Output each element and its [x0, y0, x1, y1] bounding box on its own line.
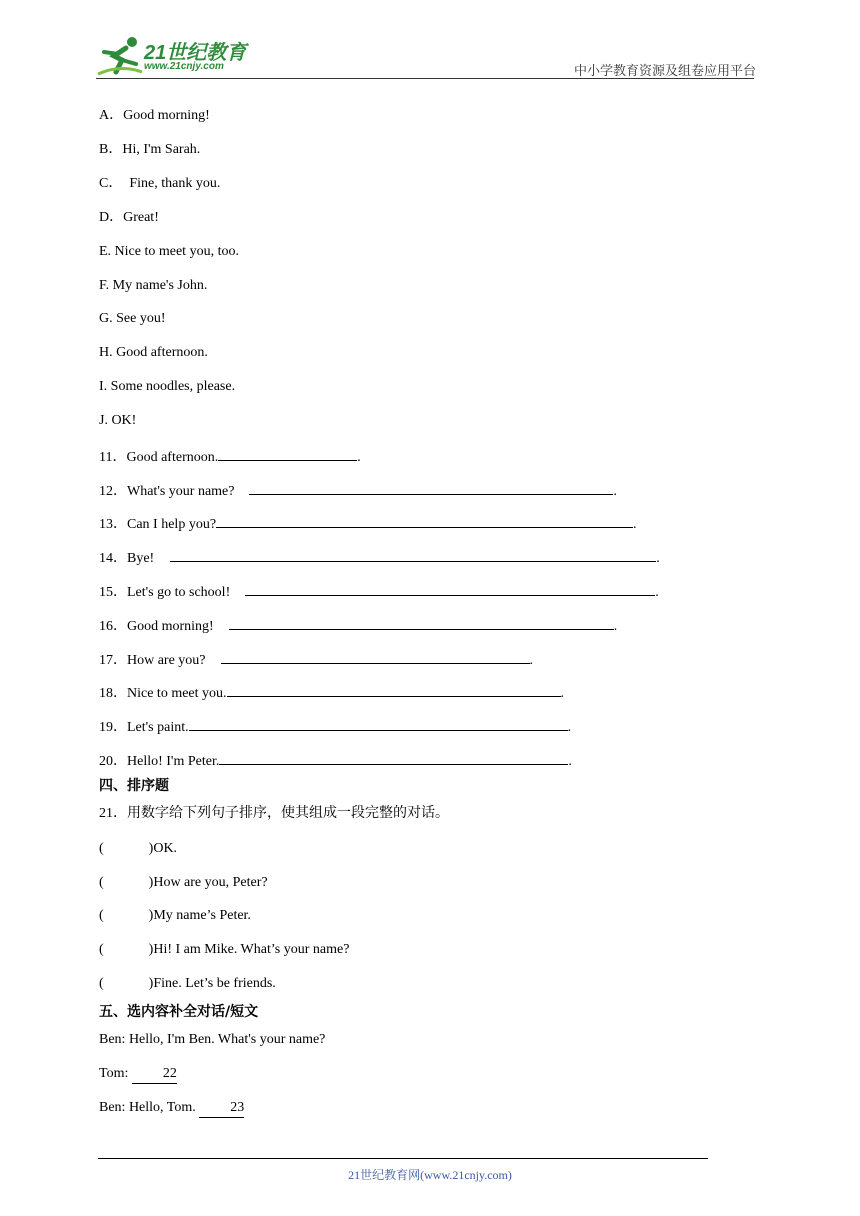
- answer-blank[interactable]: [218, 446, 357, 461]
- question-end: .: [529, 653, 534, 668]
- answer-blank[interactable]: [216, 513, 633, 528]
- logo-title: 21世纪教育: [144, 42, 247, 64]
- question-end: .: [633, 517, 637, 532]
- footer-divider: [98, 1158, 708, 1159]
- header-divider: [96, 78, 754, 79]
- ordering-text: )Fine. Let’s be friends.: [148, 976, 276, 991]
- question-16: [99, 615, 617, 636]
- runner-logo-icon: [96, 34, 144, 78]
- question-end: .: [567, 720, 572, 735]
- ordering-text: )My name’s Peter.: [148, 908, 251, 923]
- answer-blank[interactable]: [227, 682, 561, 697]
- open-paren: (: [99, 942, 104, 957]
- answer-blank[interactable]: [249, 480, 613, 495]
- numbered-blank[interactable]: 23: [199, 1099, 244, 1118]
- ordering-text: )Hi! I am Mike. What’s your name?: [148, 942, 350, 957]
- question-end: .: [655, 585, 659, 600]
- option-j: J. OK!: [99, 413, 137, 428]
- ordering-item: [99, 907, 251, 925]
- question-text: 14．Bye!: [99, 551, 155, 566]
- numbered-blank[interactable]: 22: [132, 1065, 177, 1084]
- question-12: [99, 480, 617, 501]
- dialogue-text: Ben: Hello, Tom.: [99, 1100, 200, 1115]
- question-text: 12．What's your name?: [99, 484, 235, 499]
- option-c: C． Fine, thank you.: [99, 176, 221, 191]
- option-f: F. My name's John.: [99, 278, 208, 293]
- question-end: .: [656, 551, 660, 566]
- option-a: A．Good morning!: [99, 108, 210, 123]
- option-b: B．Hi, I'm Sarah.: [99, 142, 201, 157]
- question-end: .: [613, 619, 618, 634]
- option-i: I. Some noodles, please.: [99, 379, 236, 394]
- question-end: .: [613, 484, 617, 499]
- dialogue-line: Ben: Hello, I'm Ben. What's your name?: [99, 1032, 326, 1047]
- option-e: E. Nice to meet you, too.: [99, 244, 239, 259]
- open-paren: (: [99, 841, 104, 856]
- question-text: 20．Hello! I'm Peter.: [99, 754, 220, 769]
- dialogue-line: [99, 1099, 244, 1118]
- ordering-item: [99, 941, 349, 959]
- question-13: [99, 513, 637, 534]
- section-4-prompt: 21．用数字给下列句子排序，使其组成一段完整的对话。: [99, 806, 449, 821]
- header-platform-text: 中小学教育资源及组卷应用平台: [573, 63, 756, 78]
- logo-url: www.21cnjy.com: [144, 61, 224, 72]
- page-footer: 21世纪教育网(www.21cnjy.com): [348, 1168, 512, 1182]
- question-17: [99, 649, 533, 670]
- question-text: 13．Can I help you?: [99, 517, 217, 532]
- site-logo: [96, 34, 261, 78]
- answer-blank[interactable]: [170, 547, 656, 562]
- question-end: .: [560, 686, 565, 701]
- question-end: .: [568, 754, 572, 769]
- question-text: 11．Good afternoon.: [99, 450, 219, 465]
- question-text: 19．Let's paint.: [99, 720, 189, 735]
- question-15: [99, 581, 659, 602]
- open-paren: (: [99, 976, 104, 991]
- answer-blank[interactable]: [189, 716, 568, 731]
- ordering-text: )OK.: [148, 841, 178, 856]
- ordering-item: [99, 975, 276, 993]
- question-text: 15．Let's go to school!: [99, 585, 231, 600]
- answer-blank[interactable]: [229, 615, 614, 630]
- option-g: G. See you!: [99, 311, 166, 326]
- page-header: [0, 0, 860, 82]
- open-paren: (: [99, 908, 104, 923]
- question-text: 17．How are you?: [99, 653, 206, 668]
- ordering-item: [99, 874, 268, 892]
- question-text: 18．Nice to meet you.: [99, 686, 227, 701]
- open-paren: (: [99, 875, 104, 890]
- question-20: [99, 750, 572, 771]
- ordering-item: [99, 840, 177, 858]
- answer-blank[interactable]: [245, 581, 655, 596]
- question-18: [99, 682, 564, 703]
- ordering-text: )How are you, Peter?: [148, 875, 268, 890]
- question-14: [99, 547, 660, 568]
- question-end: .: [357, 450, 361, 465]
- section-5-heading: 五、选内容补全对话/短文: [99, 1004, 259, 1020]
- answer-blank[interactable]: [219, 750, 568, 765]
- question-19: [99, 716, 571, 737]
- question-text: 16．Good morning!: [99, 619, 214, 634]
- option-d: D．Great!: [99, 210, 159, 225]
- option-h: H. Good afternoon.: [99, 345, 208, 360]
- dialogue-text: Tom:: [99, 1066, 132, 1081]
- dialogue-line: [99, 1065, 177, 1084]
- section-4-heading: 四、排序题: [99, 778, 169, 794]
- question-11: [99, 446, 361, 467]
- answer-blank[interactable]: [221, 649, 530, 664]
